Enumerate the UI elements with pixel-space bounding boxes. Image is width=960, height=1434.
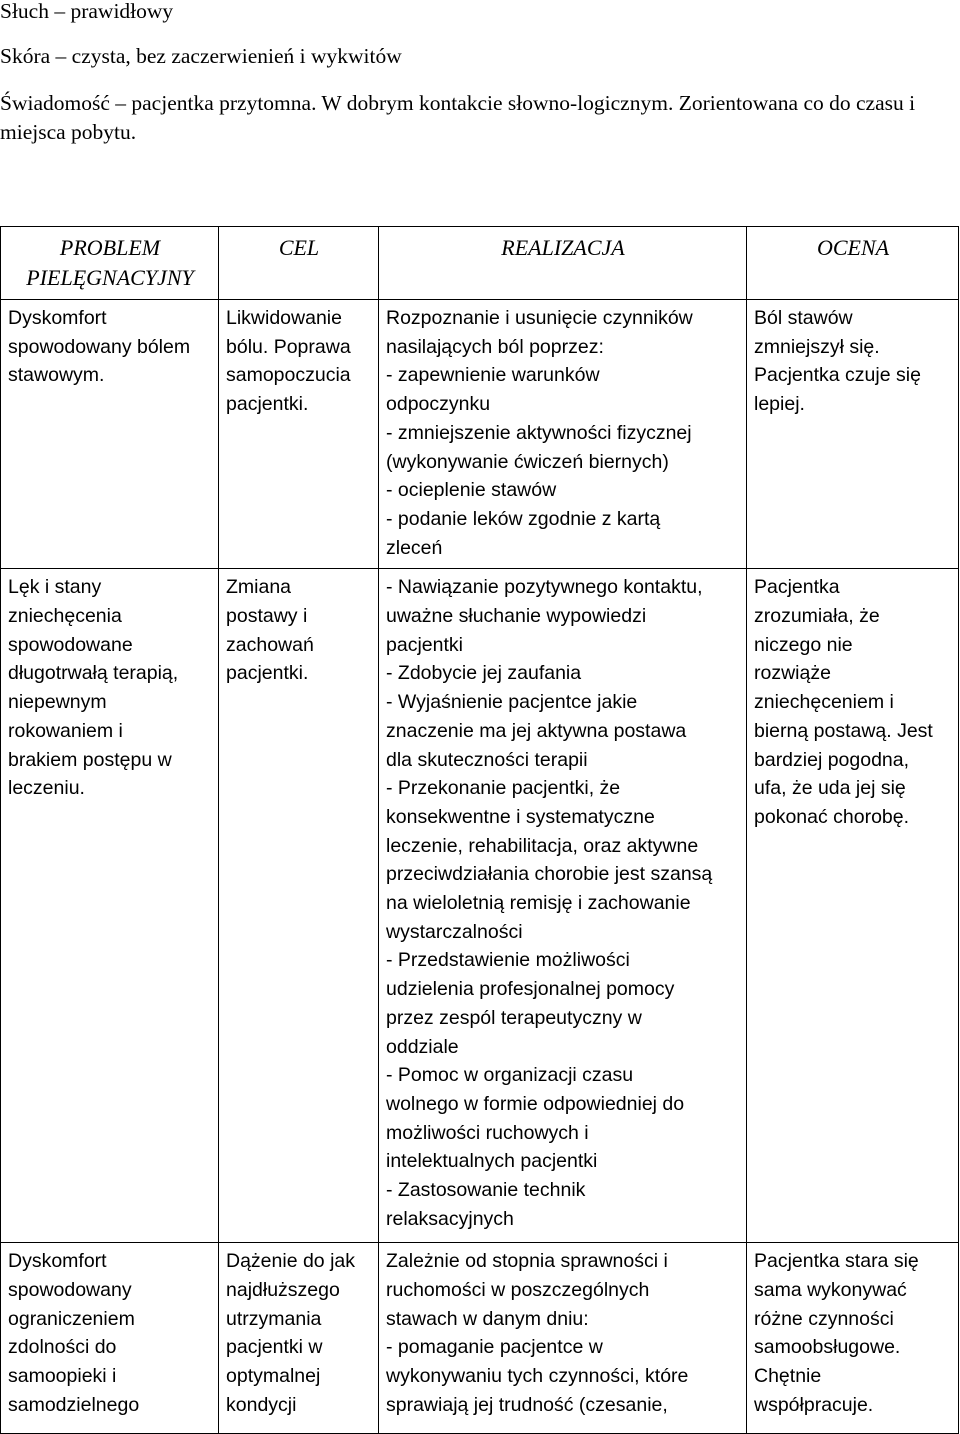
cell-text-line: Lęk i stany <box>8 576 102 599</box>
cell-ocena <box>747 1243 959 1434</box>
cell-text-line: utrzymania <box>226 1307 322 1330</box>
care-plan-table <box>0 226 959 1434</box>
cell-text-line: ufa, że uda jej się <box>754 777 906 800</box>
cell-text-line: pacjentki. <box>226 662 309 685</box>
cell-text-line: znaczenie ma jej aktywna postawa <box>386 719 687 742</box>
cell-text-line: udzielenia profesjonalnej pomocy <box>386 978 675 1001</box>
cell-text-line: Rozpoznanie i usunięcie czynników <box>386 307 693 329</box>
cell-text-line: wystarczalności <box>386 920 523 943</box>
cell-ocena <box>747 300 959 569</box>
cell-text-line: Zależnie od stopnia sprawności i <box>386 1250 668 1273</box>
cell-text-line: wolnego w formie odpowiedniej do <box>386 1092 685 1115</box>
intro-hearing: Słuch – prawidłowy <box>0 0 174 23</box>
cell-text-line: - Nawiązanie pozytywnego kontaktu, <box>386 576 703 599</box>
header-realizacja: REALIZACJA <box>379 227 747 300</box>
cell-text-line: Pacjentka czuje się <box>754 364 921 387</box>
cell-text-line: bólu. Poprawa <box>226 335 351 358</box>
cell-text-line: na wieloletnią remisję i zachowanie <box>386 892 691 915</box>
cell-text-line: Chętnie <box>754 1365 822 1388</box>
cell-text-line: samodzielnego <box>8 1393 140 1416</box>
cell-text-line: Zmiana <box>226 576 292 599</box>
cell-text-line: zniechęceniem i <box>754 691 894 714</box>
cell-text-line: różne czynności <box>754 1307 894 1330</box>
cell-text-line: zniechęcenia <box>8 605 122 628</box>
cell-text-line: Pacjentka stara się <box>754 1250 919 1273</box>
cell-text-line: bierną postawą. Jest <box>754 719 933 742</box>
cell-text-line: optymalnej <box>226 1365 321 1388</box>
cell-text-line: - zapewnienie warunków <box>386 364 600 387</box>
cell-text-line: leczenie, rehabilitacja, oraz aktywne <box>386 834 699 857</box>
cell-text-line: Dążenie do jak <box>226 1250 355 1273</box>
cell-text-line: - zmniejszenie aktywności fizycznej <box>386 421 692 444</box>
cell-text-line: samoobsługowe. <box>754 1336 901 1359</box>
cell-text-line: niepewnym <box>8 691 107 714</box>
cell-text-line: niczego nie <box>754 633 853 656</box>
cell-text-line: ograniczeniem <box>8 1307 135 1330</box>
cell-text-line: stawowym. <box>8 364 105 387</box>
cell-text-line: brakiem postępu w <box>8 748 172 771</box>
cell-text-line: kondycji <box>226 1393 297 1416</box>
cell-text-line: rozwiąże <box>754 662 831 685</box>
cell-text-line: - Zdobycie jej zaufania <box>386 662 582 685</box>
cell-ocena <box>747 569 959 1243</box>
header-row <box>1 227 959 300</box>
cell-text-line: Ból stawów <box>754 307 853 329</box>
cell-text-line: ruchomości w poszczególnych <box>386 1279 650 1302</box>
cell-text-line: dla skuteczności terapii <box>386 748 588 771</box>
cell-cel <box>219 569 379 1243</box>
cell-realizacja <box>379 569 747 1243</box>
cell-text-line: bardziej pogodna, <box>754 748 910 771</box>
cell-text-line: Dyskomfort <box>8 307 107 329</box>
cell-text-line: przeciwdziałania chorobie jest szansą <box>386 863 713 886</box>
cell-text-line: współpracuje. <box>754 1393 874 1416</box>
cell-text-line: spowodowany bólem <box>8 335 191 358</box>
cell-text-line: relaksacyjnych <box>386 1207 514 1230</box>
cell-text-line: uważne słuchanie wypowiedzi <box>386 605 647 628</box>
cell-cel <box>219 300 379 569</box>
cell-text-line: zmniejszył się. <box>754 335 880 358</box>
cell-text-line: zdolności do <box>8 1336 117 1359</box>
cell-text-line: przez zespól terapeutyczny w <box>386 1006 642 1029</box>
cell-realizacja <box>379 1243 747 1434</box>
cell-text-line: spowodowane <box>8 633 133 656</box>
cell-text-line: Likwidowanie <box>226 307 342 329</box>
cell-text-line: rokowaniem i <box>8 719 123 742</box>
cell-text-line: najdłuższego <box>226 1279 340 1302</box>
cell-text-line: pacjentki <box>386 633 463 656</box>
cell-text-line: - ocieplenie stawów <box>386 479 557 502</box>
cell-text-line: Pacjentka <box>754 576 840 599</box>
cell-text-line: stawach w danym dniu: <box>386 1307 589 1330</box>
cell-text-line: możliwości ruchowych i <box>386 1121 589 1144</box>
cell-text-line: leczeniu. <box>8 777 85 800</box>
cell-text-line: nasilających ból poprzez: <box>386 335 604 358</box>
cell-text-line: - Wyjaśnienie pacjentce jakie <box>386 691 638 714</box>
cell-text-line: pacjentki w <box>226 1336 323 1359</box>
cell-problem <box>1 300 219 569</box>
cell-text-line: długotrwałą terapią, <box>8 662 179 685</box>
cell-text-line: samoopieki i <box>8 1365 117 1388</box>
header-ocena: OCENA <box>747 227 959 300</box>
table-row <box>1 300 959 569</box>
cell-text-line: spowodowany <box>8 1279 132 1302</box>
cell-text-line: zrozumiała, że <box>754 605 880 628</box>
cell-text-line: lepiej. <box>754 393 805 416</box>
cell-text-line: oddziale <box>386 1035 459 1058</box>
cell-problem <box>1 1243 219 1434</box>
cell-text-line: sprawiają jej trudność (czesanie, <box>386 1393 668 1416</box>
cell-text-line: zleceń <box>386 536 443 559</box>
cell-text-line: pokonać chorobę. <box>754 805 910 828</box>
intro-consciousness: Świadomość – pacjentka przytomna. W dobrym kontakcie słowno-logicznym. Zorientowana co do czasu i miejsca pobytu. <box>0 91 916 144</box>
cell-text-line: - Zastosowanie technik <box>386 1179 586 1202</box>
cell-text-line: wykonywaniu tych czynności, które <box>386 1365 689 1388</box>
cell-text-line: Dyskomfort <box>8 1250 107 1273</box>
cell-text-line: zachowań <box>226 633 314 656</box>
cell-text-line: (wykonywanie ćwiczeń biernych) <box>386 450 669 473</box>
cell-cel <box>219 1243 379 1434</box>
table-row <box>1 569 959 1243</box>
cell-text-line: konsekwentne i systematyczne <box>386 805 655 828</box>
table-row <box>1 1243 959 1434</box>
header-problem: PROBLEM PIELĘGNACYJNY <box>1 227 219 300</box>
cell-text-line: intelektualnych pacjentki <box>386 1150 598 1173</box>
cell-text-line: pacjentki. <box>226 393 309 416</box>
cell-realizacja <box>379 300 747 569</box>
cell-text-line: postawy i <box>226 605 308 628</box>
cell-text-line: samopoczucia <box>226 364 351 387</box>
cell-text-line: - podanie leków zgodnie z kartą <box>386 507 661 530</box>
cell-text-line: odpoczynku <box>386 393 491 416</box>
cell-text-line: - pomaganie pacjentce w <box>386 1336 603 1359</box>
cell-text-line: - Pomoc w organizacji czasu <box>386 1064 634 1087</box>
cell-problem <box>1 569 219 1243</box>
cell-text-line: sama wykonywać <box>754 1279 907 1302</box>
intro-skin: Skóra – czysta, bez zaczerwienień i wykwitów <box>0 44 402 68</box>
cell-text-line: - Przekonanie pacjentki, że <box>386 777 621 800</box>
header-cel: CEL <box>219 227 379 300</box>
cell-text-line: - Przedstawienie możliwości <box>386 949 630 972</box>
